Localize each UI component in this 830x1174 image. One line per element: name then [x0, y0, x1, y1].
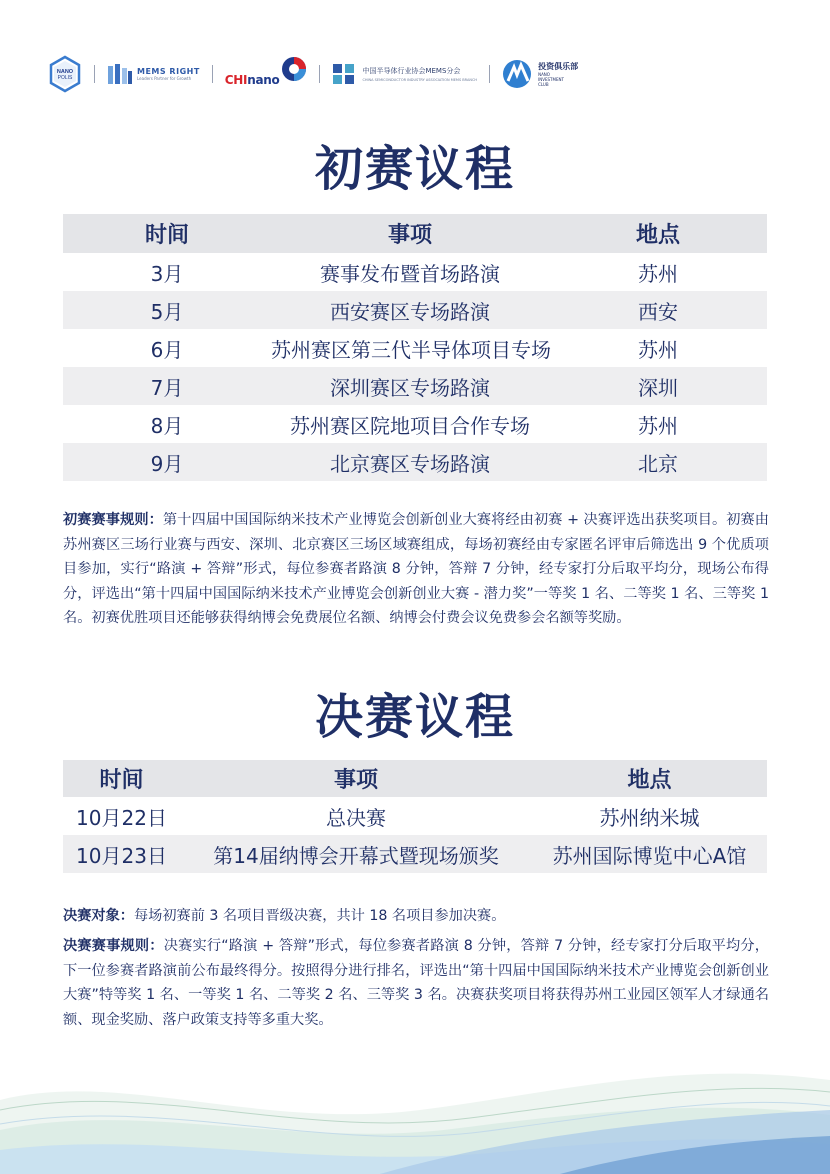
mems-right-name: MEMS RIGHT [137, 67, 200, 76]
prelim-title: 初赛议程 [314, 141, 515, 197]
csia-emblem-icon [332, 63, 356, 85]
header-time: 时间 [144, 223, 189, 248]
table-row [63, 291, 767, 329]
table-header-row [63, 760, 767, 797]
nanopolis-logo [48, 55, 82, 93]
table-row [63, 329, 767, 367]
final-schedule-table [63, 760, 767, 873]
csia-en-name: CHINA SEMICONDUCTOR INDUSTRY ASSOCIATION MEMS BRANCH [362, 78, 478, 82]
cell-time: 9月 [150, 451, 184, 476]
nanopolis-text-2: POLIS [57, 75, 73, 81]
table-row [63, 405, 767, 443]
mems-right-logo [107, 62, 200, 86]
cell-location: 苏州国际博览中心A馆 [552, 843, 747, 868]
nano-investment-club-logo [502, 59, 578, 89]
cell-time: 8月 [150, 413, 184, 438]
cell-event: 总决赛 [326, 805, 386, 830]
final-rules-text: 决赛实行“路演 + 答辩”形式，每位参赛者路演 8 分钟，答辩 7 分钟，经专家打分后取平均分，下一位参赛者路演前公布最终得分。按照得分进行排名，评选出“第十四届中国国际纳米技术产业博览会创新创业大赛”特等奖 1 名、一等奖 1 名、二等奖 2 名、三等奖 3 名。决赛获奖项目将获得苏州工业园区领军人才绿通名额、现金奖励、落户政策支持等多重大奖。 [63, 938, 769, 1028]
prelim-rules-paragraph [63, 508, 769, 631]
final-target-text: 每场初赛前 3 名项目晋级决赛，共计 18 名项目参加决赛。 [133, 908, 506, 924]
table-row [63, 797, 767, 835]
table-row [63, 367, 767, 405]
cell-location: 北京 [638, 451, 678, 476]
csia-mems-logo [332, 63, 477, 85]
final-title: 决赛议程 [314, 689, 515, 745]
table-row [63, 835, 767, 873]
prelim-rules-label: 初赛赛事规则： [63, 512, 163, 528]
table-header-row [63, 214, 767, 253]
header-location: 地点 [635, 223, 680, 248]
header-event: 事项 [387, 223, 432, 248]
investment-club-emblem-icon [502, 59, 534, 89]
sponsor-logos [48, 52, 578, 96]
final-rules-paragraph [63, 934, 769, 1032]
cell-time: 5月 [150, 299, 184, 324]
nic-en-2: INVESTMENT [538, 77, 564, 82]
cell-event: 赛事发布暨首场路演 [320, 261, 500, 286]
cell-location: 深圳 [638, 375, 678, 400]
cell-event: 苏州赛区第三代半导体项目专场 [271, 337, 551, 362]
prelim-schedule-table [63, 214, 767, 481]
cell-time: 10月23日 [76, 843, 167, 868]
chinano-nano: nano [247, 73, 280, 87]
header-time: 时间 [99, 768, 144, 793]
cell-location: 苏州 [638, 337, 678, 362]
cell-location: 苏州 [638, 413, 678, 438]
logo-divider [489, 65, 490, 83]
chinano-logo [225, 61, 308, 87]
chinano-chi: CHI [224, 73, 248, 87]
nic-en-1: NANO [538, 72, 550, 77]
prelim-rules-text: 第十四届中国国际纳米技术产业博览会创新创业大赛将经由初赛 + 决赛评选出获奖项目。初赛由苏州赛区三场行业赛与西安、深圳、北京赛区三场区域赛组成，每场初赛经由专家匿名评审后筛选出 9 个优质项目参加，实行“路演 + 答辩”形式，每位参赛者路演 8 分钟，答辩 7 分钟，经专家打分后取平均分，现场公布得分，评选出“第十四届中国国际纳米技术产业博览会创新创业大赛 - 潜力奖”一等奖 1 名、二等奖 1 名、三等奖 1 名。初赛优胜项目还能够获得纳博会免费展位名额、纳博会付费会议免费参会名额等奖励。 [63, 512, 769, 626]
cell-event: 第14届纳博会开幕式暨现场颁奖 [213, 843, 499, 868]
logo-divider [94, 65, 95, 83]
nic-en-3: CLUB [538, 82, 549, 87]
nic-cn-name: 投资俱乐部 [538, 62, 579, 71]
cell-time: 7月 [150, 375, 184, 400]
header-event: 事项 [333, 768, 378, 793]
cell-event: 苏州赛区院地项目合作专场 [290, 413, 530, 438]
cell-event: 深圳赛区专场路演 [330, 375, 490, 400]
cell-location: 苏州纳米城 [599, 805, 700, 830]
cell-time: 10月22日 [76, 805, 167, 830]
mems-right-tag: Leaders Partner for Growth [137, 76, 192, 81]
final-target-paragraph [63, 904, 769, 929]
cell-event: 西安赛区专场路演 [330, 299, 490, 324]
final-target-label: 决赛对象： [63, 908, 134, 924]
csia-cn-name: 中国半导体行业协会MEMS分会 [362, 67, 461, 75]
logo-divider [212, 65, 213, 83]
logo-divider [319, 65, 320, 83]
cell-location: 西安 [638, 299, 678, 324]
cell-time: 6月 [150, 337, 184, 362]
nanopolis-text-1: NANO [56, 69, 74, 75]
header-location: 地点 [627, 768, 672, 793]
decorative-wave-footer [0, 1040, 830, 1174]
chinano-globe-icon [281, 56, 307, 82]
cell-event: 北京赛区专场路演 [330, 451, 490, 476]
final-rules-label: 决赛赛事规则： [63, 938, 164, 954]
cell-location: 苏州 [638, 261, 678, 286]
table-row [63, 443, 767, 481]
cell-time: 3月 [150, 261, 184, 286]
table-row [63, 253, 767, 291]
